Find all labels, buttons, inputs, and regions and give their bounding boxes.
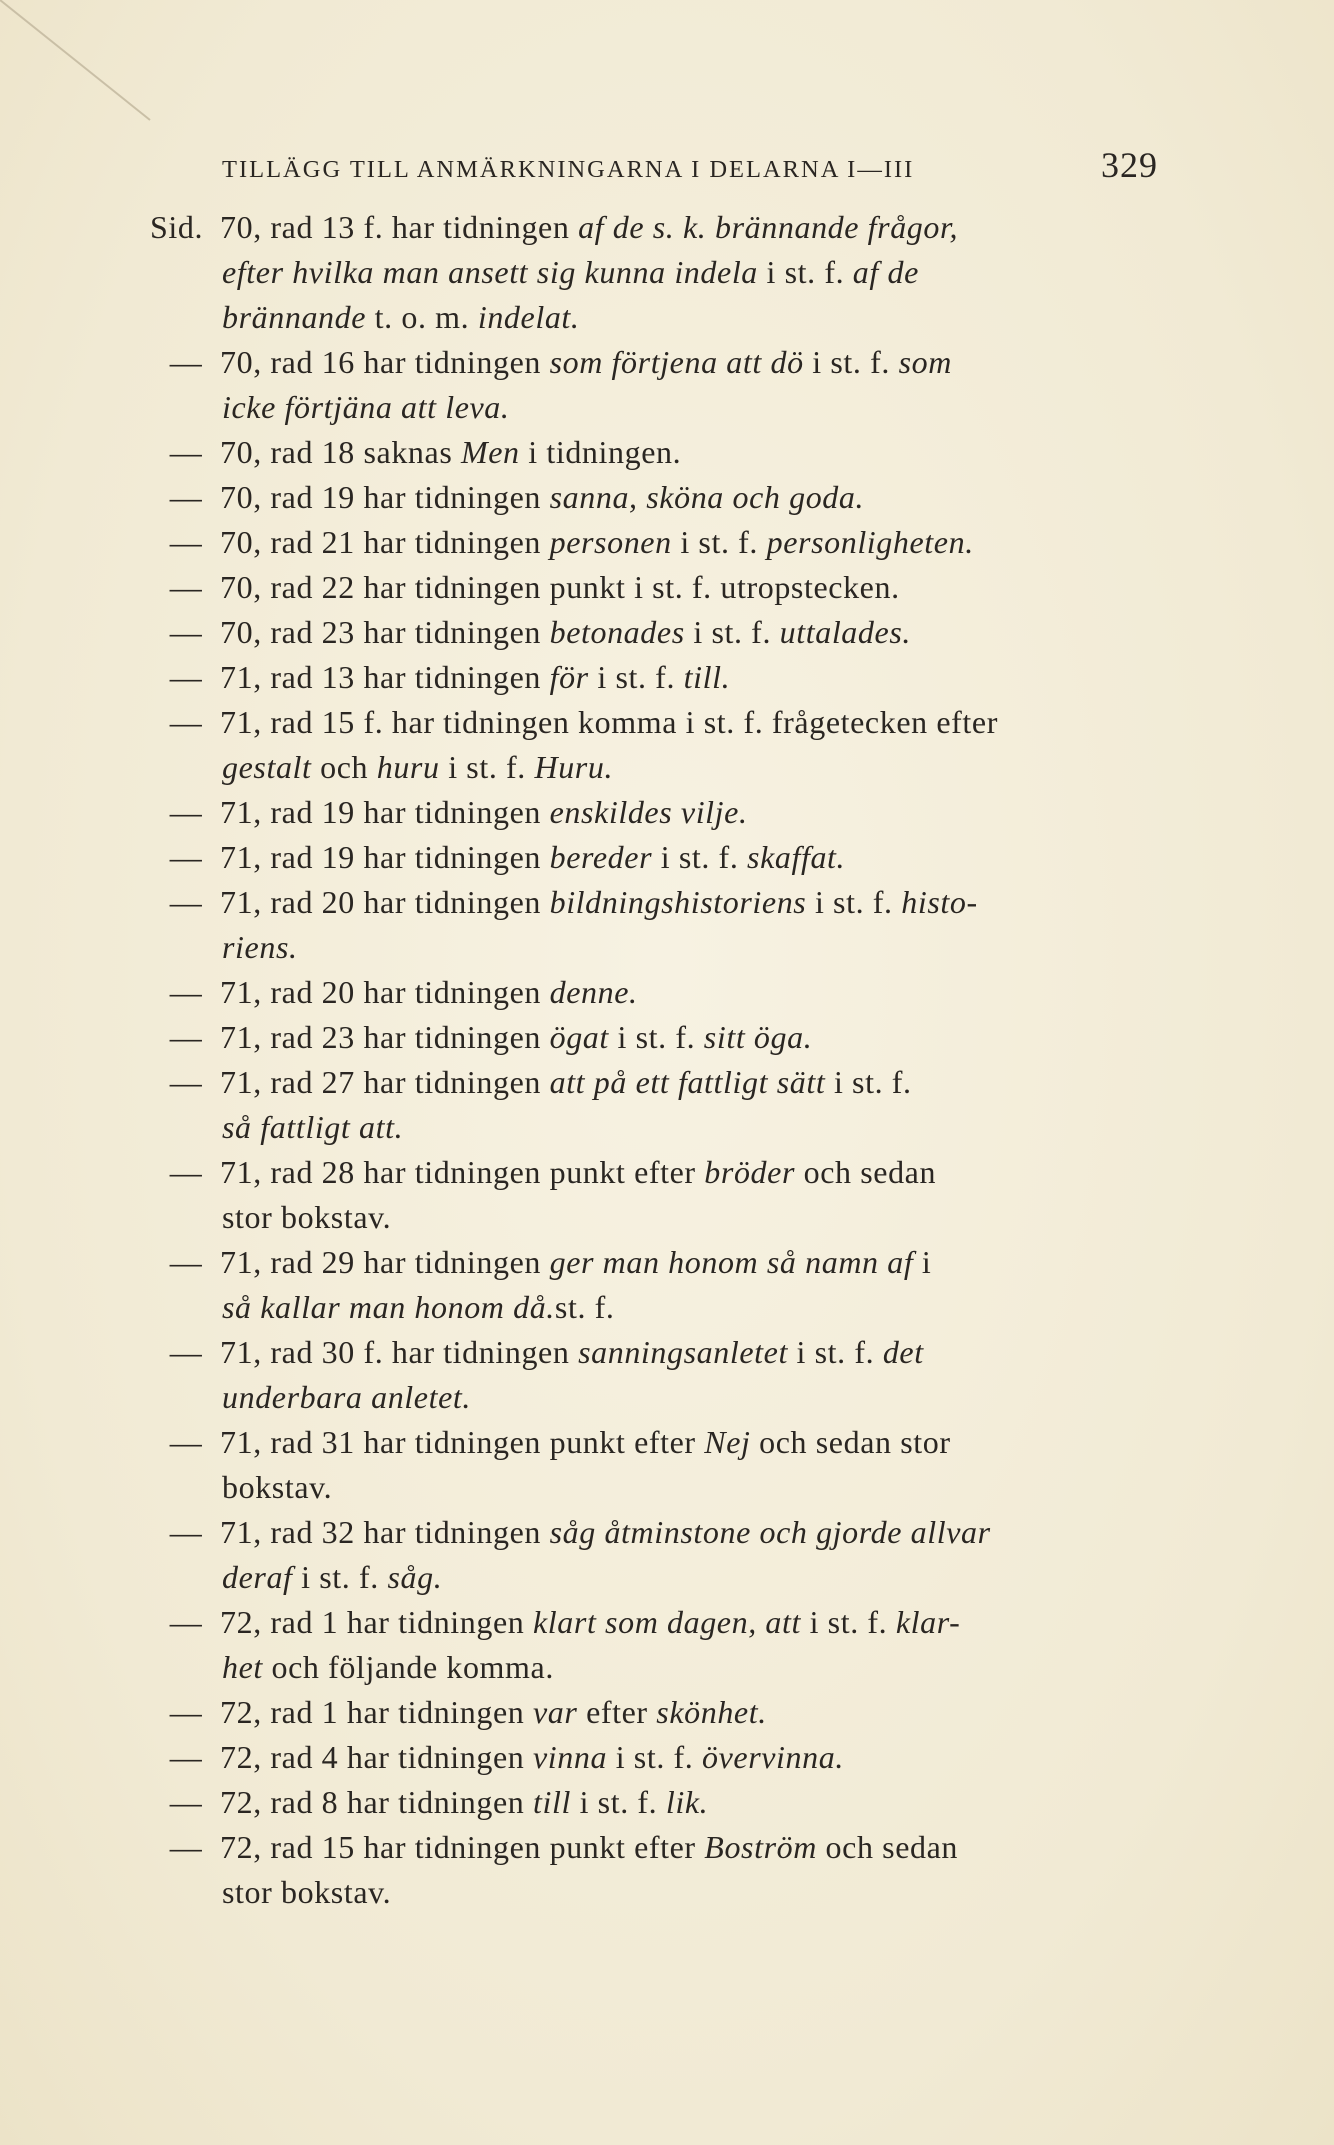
entry-text: i st. f.: [825, 1064, 912, 1100]
ditto-dash: —: [169, 1829, 203, 1865]
entry-text: i st. f.: [684, 614, 780, 650]
entry-italic-text: till.: [683, 659, 731, 695]
entry-line: [220, 1870, 1160, 1915]
entry-text: i st. f.: [570, 1784, 666, 1820]
entry-line: [220, 340, 1160, 385]
errata-entry: [150, 1600, 1160, 1690]
entry-text: 71, rad 32 har tidningen: [220, 1514, 550, 1550]
entry-italic-text: sanningsanletet: [578, 1334, 788, 1370]
entry-italic-text: ger man honom så namn af: [549, 1244, 914, 1280]
entry-line: [220, 205, 1160, 250]
errata-entry: [150, 700, 1160, 790]
entry-text: 71, rad 31 har tidningen punkt efter: [220, 1424, 705, 1460]
entry-text: 71, rad 13 har tidningen: [220, 659, 550, 695]
entry-text: i st. f.: [588, 659, 684, 695]
entry-text: i st. f.: [607, 1739, 702, 1775]
ditto-dash: —: [169, 1424, 203, 1460]
entry-italic-text: Men: [460, 434, 520, 470]
ditto-dash: —: [169, 344, 203, 380]
entry-line: [220, 1780, 1160, 1825]
entry-italic-text: personen: [549, 524, 672, 560]
entry-line: [220, 1600, 1160, 1645]
ditto-dash: —: [169, 1244, 203, 1280]
entry-line: [220, 700, 1160, 745]
entry-text: i st. f.: [292, 1559, 388, 1595]
entry-italic-text: vinna: [533, 1739, 608, 1775]
entry-italic-text: ögat: [549, 1019, 609, 1055]
entry-text: 70, rad 23 har tidningen: [220, 614, 550, 650]
ditto-dash: —: [169, 974, 203, 1010]
entry-line: [220, 610, 1160, 655]
entry-text: i tidningen.: [519, 434, 682, 470]
entry-text: i st. f.: [800, 1604, 896, 1640]
ditto-dash: —: [169, 839, 203, 875]
entry-text: 70, rad 21 har tidningen: [220, 524, 550, 560]
entry-line: [220, 1150, 1160, 1195]
ditto-dash: —: [169, 1739, 203, 1775]
entry-line: [220, 1555, 1160, 1600]
entry-italic-text: så kallar man honom då.: [222, 1289, 555, 1325]
entry-text: och sedan: [816, 1829, 959, 1865]
entry-text: i st. f.: [608, 1019, 704, 1055]
entry-italic-text: till: [533, 1784, 571, 1820]
errata-entry: [150, 880, 1160, 970]
page-edge-shadow: [0, 0, 170, 140]
entry-text: i st. f.: [806, 884, 902, 920]
entry-text: 71, rad 20 har tidningen: [220, 974, 550, 1010]
entry-italic-text: att på ett fattligt sätt: [549, 1064, 826, 1100]
entry-line: [220, 1375, 1160, 1420]
errata-entry: [150, 565, 1160, 610]
entry-text: 71, rad 28 har tidningen punkt efter: [220, 1154, 705, 1190]
entry-line: [220, 1735, 1160, 1780]
entry-text: 71, rad 29 har tidningen: [220, 1244, 550, 1280]
ditto-dash: —: [169, 524, 203, 560]
errata-entry: [150, 520, 1160, 565]
running-head: TILLÄGG TILL ANMÄRKNINGARNA I DELARNA I—III: [222, 156, 915, 183]
entry-text: 71, rad 15 f. har tidningen komma i st. f. frågetecken efter: [220, 704, 998, 740]
entry-line: [220, 925, 1160, 970]
entry-italic-text: såg.: [387, 1559, 443, 1595]
entry-italic-text: huru: [376, 749, 440, 785]
entry-text: i st. f.: [439, 749, 535, 785]
entry-italic-text: övervinna.: [701, 1739, 844, 1775]
entry-text: 70, rad 18 saknas: [220, 434, 461, 470]
ditto-dash: —: [169, 1694, 203, 1730]
entry-text: 72, rad 8 har tidningen: [220, 1784, 533, 1820]
entry-line: [220, 520, 1160, 565]
entry-italic-text: Boström: [704, 1829, 817, 1865]
entry-text: i st. f.: [652, 839, 748, 875]
errata-entry: [150, 1330, 1160, 1420]
entry-italic-text: så fattligt att.: [222, 1109, 404, 1145]
ditto-dash: —: [169, 569, 203, 605]
entry-line: [220, 790, 1160, 835]
entry-line: [220, 1285, 1160, 1330]
errata-entry: [150, 1015, 1160, 1060]
entry-text: och: [311, 749, 377, 785]
entry-italic-text: histo-: [901, 884, 978, 920]
errata-entry: [150, 430, 1160, 475]
errata-entry: [150, 1780, 1160, 1825]
entry-text: stor bokstav.: [222, 1199, 392, 1235]
entry-italic-text: som förtjena att dö: [549, 344, 804, 380]
entry-italic-text: bröder: [704, 1154, 796, 1190]
errata-entry: [150, 1420, 1160, 1510]
errata-entry: [150, 1060, 1160, 1150]
entry-italic-text: som: [898, 344, 952, 380]
entry-line: [220, 565, 1160, 610]
entry-line: [220, 1330, 1160, 1375]
ditto-dash: —: [169, 884, 203, 920]
errata-entry: [150, 970, 1160, 1015]
errata-entry: [150, 205, 1160, 340]
ditto-dash: —: [169, 1334, 203, 1370]
entry-line: [220, 250, 1160, 295]
ditto-dash: —: [169, 479, 203, 515]
entry-text: st. f.: [554, 1289, 615, 1325]
entry-italic-text: indelat.: [477, 299, 580, 335]
errata-entry: [150, 1240, 1160, 1330]
entry-text: 72, rad 1 har tidningen: [220, 1694, 533, 1730]
entry-line: [220, 970, 1160, 1015]
entry-text: 70, rad 22 har tidningen punkt i st. f. utropstecken.: [220, 569, 900, 605]
entry-italic-text: Nej: [704, 1424, 751, 1460]
entry-italic-text: bereder: [549, 839, 653, 875]
entry-italic-text: såg åtminstone och gjorde allvar: [549, 1514, 991, 1550]
entry-line: [220, 655, 1160, 700]
ditto-dash: —: [169, 434, 203, 470]
entry-italic-text: skaffat.: [747, 839, 846, 875]
page-label: Sid.: [150, 209, 204, 245]
entry-text: 72, rad 15 har tidningen punkt efter: [220, 1829, 705, 1865]
entry-italic-text: Huru.: [534, 749, 614, 785]
entry-text: stor bokstav.: [222, 1874, 392, 1910]
entry-italic-text: enskildes vilje.: [549, 794, 748, 830]
entry-line: [220, 1510, 1160, 1555]
errata-entry: [150, 1690, 1160, 1735]
entry-line: [220, 1690, 1160, 1735]
entry-text: 71, rad 30 f. har tidningen: [220, 1334, 579, 1370]
entry-text: efter: [577, 1694, 657, 1730]
entry-line: [220, 385, 1160, 430]
entry-line: [220, 430, 1160, 475]
ditto-dash: —: [169, 1604, 203, 1640]
entry-text: 70, rad 19 har tidningen: [220, 479, 550, 515]
entry-italic-text: betonades: [549, 614, 685, 650]
ditto-dash: —: [169, 614, 203, 650]
entry-text: 71, rad 20 har tidningen: [220, 884, 550, 920]
page-header: [222, 140, 1158, 200]
entry-line: [220, 1195, 1160, 1240]
ditto-dash: —: [169, 794, 203, 830]
entry-line: [220, 1420, 1160, 1465]
entry-italic-text: sitt öga.: [703, 1019, 813, 1055]
entry-italic-text: personligheten.: [766, 524, 974, 560]
ditto-dash: —: [169, 1064, 203, 1100]
entry-italic-text: skönhet.: [656, 1694, 767, 1730]
entry-italic-text: deraf: [222, 1559, 293, 1595]
entry-text: 70, rad 13 f. har tidningen: [220, 209, 579, 245]
entry-text: i st. f.: [757, 254, 853, 290]
errata-entry: [150, 655, 1160, 700]
entry-italic-text: det: [882, 1334, 924, 1370]
entry-line: [220, 1825, 1160, 1870]
errata-entry: [150, 1150, 1160, 1240]
entry-italic-text: af de s. k. brännande frågor,: [578, 209, 959, 245]
errata-entry: [150, 790, 1160, 835]
entry-italic-text: af de: [852, 254, 919, 290]
errata-entry: [150, 1510, 1160, 1600]
entry-italic-text: uttalades.: [779, 614, 911, 650]
entry-text: i st. f.: [803, 344, 899, 380]
entry-line: [220, 880, 1160, 925]
entry-italic-text: riens.: [222, 929, 298, 965]
entry-italic-text: brännande: [222, 299, 367, 335]
entry-line: [220, 1105, 1160, 1150]
entry-line: [220, 745, 1160, 790]
entry-italic-text: efter hvilka man ansett sig kunna indela: [222, 254, 758, 290]
entry-italic-text: klar-: [895, 1604, 961, 1640]
entry-text: 72, rad 4 har tidningen: [220, 1739, 533, 1775]
errata-list: [150, 205, 1160, 1915]
entry-text: 71, rad 23 har tidningen: [220, 1019, 550, 1055]
entry-italic-text: lik.: [665, 1784, 709, 1820]
entry-italic-text: för: [549, 659, 589, 695]
entry-italic-text: bildningshistoriens: [549, 884, 807, 920]
entry-text: 70, rad 16 har tidningen: [220, 344, 550, 380]
entry-text: 71, rad 19 har tidningen: [220, 794, 550, 830]
errata-entry: [150, 1735, 1160, 1780]
entry-italic-text: var: [533, 1694, 578, 1730]
ditto-dash: —: [169, 1514, 203, 1550]
errata-entry: [150, 340, 1160, 430]
errata-entry: [150, 1825, 1160, 1915]
entry-line: [220, 1240, 1160, 1285]
entry-italic-text: het: [222, 1649, 263, 1685]
entry-text: 71, rad 27 har tidningen: [220, 1064, 550, 1100]
entry-text: och sedan stor: [750, 1424, 951, 1460]
entry-text: 72, rad 1 har tidningen: [220, 1604, 533, 1640]
entry-text: i st. f.: [787, 1334, 883, 1370]
entry-line: [220, 1015, 1160, 1060]
entry-text: t. o. m.: [366, 299, 478, 335]
ditto-dash: —: [169, 1019, 203, 1055]
entry-italic-text: sanna, sköna och goda.: [549, 479, 865, 515]
entry-text: och följande komma.: [262, 1649, 554, 1685]
entry-text: och sedan: [795, 1154, 937, 1190]
ditto-dash: —: [169, 704, 203, 740]
entry-italic-text: underbara anletet.: [222, 1379, 471, 1415]
entry-line: [220, 1060, 1160, 1105]
entry-italic-text: klart som dagen, att: [533, 1604, 801, 1640]
errata-entry: [150, 835, 1160, 880]
entry-text: bokstav.: [222, 1469, 333, 1505]
ditto-dash: —: [169, 659, 203, 695]
ditto-dash: —: [169, 1784, 203, 1820]
errata-entry: [150, 610, 1160, 655]
entry-line: [220, 475, 1160, 520]
entry-line: [220, 295, 1160, 340]
entry-line: [220, 1645, 1160, 1690]
entry-italic-text: denne.: [549, 974, 638, 1010]
page-number: 329: [1101, 145, 1158, 185]
entry-text: 71, rad 19 har tidningen: [220, 839, 550, 875]
ditto-dash: —: [169, 1154, 203, 1190]
entry-italic-text: icke förtjäna att leva.: [222, 389, 510, 425]
errata-entry: [150, 475, 1160, 520]
entry-line: [220, 1465, 1160, 1510]
entry-italic-text: gestalt: [222, 749, 312, 785]
entry-text: i: [913, 1244, 932, 1280]
entry-text: i st. f.: [671, 524, 767, 560]
entry-line: [220, 835, 1160, 880]
